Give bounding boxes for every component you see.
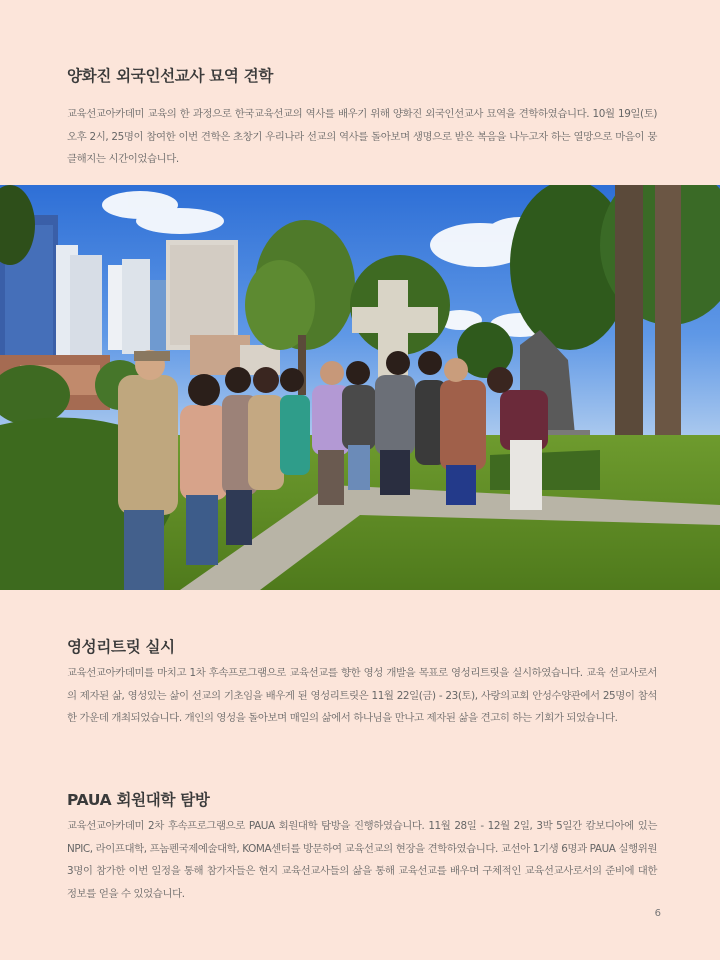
section-body: 교육선교아카데미 2차 후속프로그램으로 PAUA 회원대학 탐방을 진행하였습니다. 11월 28일 - 12월 2일, 3박 5일간 캄보디아에 있는 NPIC, 라이프대학, 프놈펜국제예술대학, KOMA센터를 방문하여 교육선교의 현장을 견학하였습니다. 교선아 1기생 6명과 PAUA 실행위원 3명이 참가한 이번 일정을 통해 참가자들은 현지 교육선교사들의 삶을 통해 교육선교를 배우며 구체적인 교육선교사로서의 준비에 대한 정보를 얻을 수 있었습니다.: [67, 820, 657, 900]
section-paua-university-visit: [67, 788, 657, 905]
section-title: 영성리트릿 실시: [67, 638, 175, 656]
section-title: PAUA 회원대학 탐방: [67, 791, 210, 809]
section-body: 교육선교아카데미 교육의 한 과정으로 한국교육선교의 역사를 배우기 위해 양화진 외국인선교사 묘역을 견학하였습니다. 10월 19일(토) 오후 2시, 25명이 참여한 이번 견학은 초창기 우리나라 선교의 역사를 돌아보며 생명으로 받은 복음을 나누고자 하는 열망으로 마음이 뭉클해지는 시간이었습니다.: [67, 108, 657, 166]
section-body: 교육선교아카데미를 마치고 1차 후속프로그램으로 교육선교를 향한 영성 개발을 목표로 영성리트릿을 실시하였습니다. 교육 선교사로서의 제자된 삶, 영성있는 삶이 선교의 기초임을 배우게 된 영성리트릿은 11월 22일(금) - 23(토), 사랑의교회 안성수양관에서 25명이 참석한 가운데 개최되었습니다. 개인의 영성을 돌아보며 매일의 삶에서 하나님을 만나고 제자된 삶을 견고히 하는 기회가 되었습니다.: [67, 667, 657, 725]
page-number: 6: [654, 908, 661, 919]
group-photo: [0, 185, 720, 590]
section-title: 양화진 외국인선교사 묘역 견학: [67, 67, 274, 85]
section-spiritual-retreat: [67, 635, 657, 730]
section-yanghwajin-visit: [67, 64, 657, 171]
